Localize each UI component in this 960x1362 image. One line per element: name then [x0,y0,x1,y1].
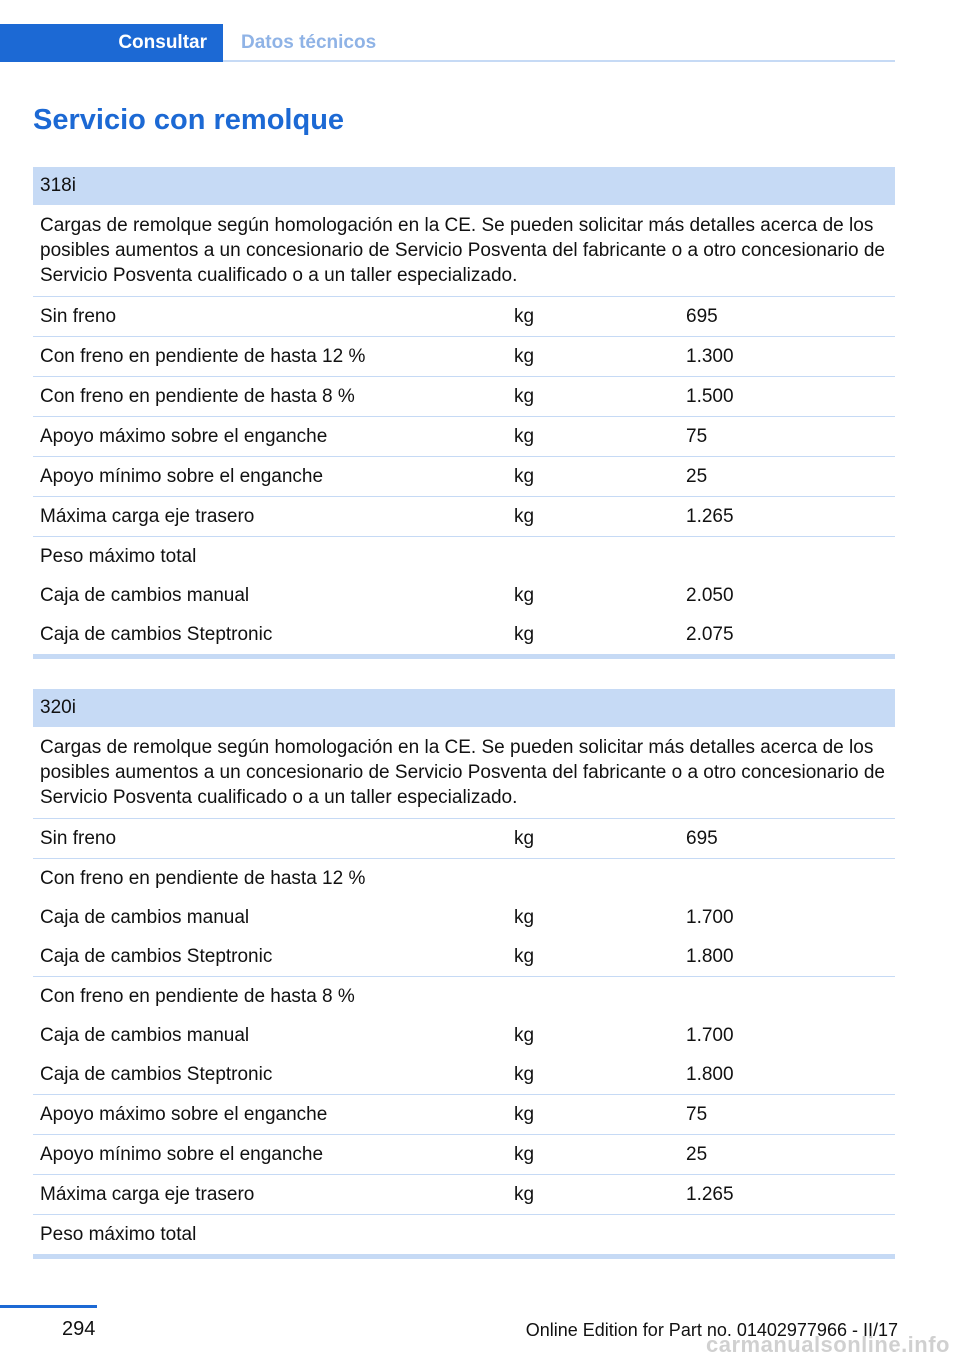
row-label: Caja de cambios Steptronic [40,1064,273,1085]
table-row [33,615,895,654]
footer-accent-rule [0,1305,97,1308]
row-unit: kg [514,1184,535,1205]
table-model-heading: 318i [33,167,895,205]
row-value: 2.075 [686,624,734,645]
table-row [33,417,895,457]
row-label: Peso máximo total [40,546,197,567]
row-label: Caja de cambios manual [40,585,250,606]
row-value: 1.700 [686,907,734,928]
table-row [33,1095,895,1135]
table-row [33,1175,895,1215]
row-unit: kg [514,828,535,849]
row-unit: kg [514,946,535,967]
spec-table-318i [33,167,895,659]
row-label: Apoyo mínimo sobre el enganche [40,1144,324,1165]
row-value: 695 [686,306,718,327]
table-row [33,497,895,537]
row-value: 75 [686,1104,708,1125]
row-value: 1.700 [686,1025,734,1046]
tab-datos-tecnicos[interactable]: Datos técnicos [241,32,377,53]
row-label: Máxima carga eje trasero [40,1184,255,1205]
row-unit: kg [514,426,535,447]
row-label: Caja de cambios manual [40,1025,250,1046]
row-label: Caja de cambios Steptronic [40,946,273,967]
watermark: carmanualsonline.info [706,1332,950,1357]
header-divider [223,60,895,62]
row-unit: kg [514,585,535,606]
table-row [33,1055,895,1095]
row-value: 25 [686,466,708,487]
row-unit: kg [514,1144,535,1165]
table-row [33,1016,895,1055]
row-value: 1.800 [686,946,734,967]
row-label: Apoyo máximo sobre el enganche [40,426,328,447]
footer-edition-text: Online Edition for Part no. 01402977966 - II/17 [525,1320,898,1340]
row-value: 25 [686,1144,708,1165]
row-unit: kg [514,1025,535,1046]
page-number: 294 [62,1318,96,1340]
row-label: Con freno en pendiente de hasta 8 % [40,986,355,1007]
table-row-group-heading [33,1215,895,1254]
row-unit: kg [514,624,535,645]
row-value: 2.050 [686,585,734,606]
row-value: 1.265 [686,1184,734,1205]
table-row [33,819,895,859]
row-label: Sin freno [40,306,117,327]
row-unit: kg [514,466,535,487]
tab-consultar[interactable]: Consultar [0,24,223,62]
row-unit: kg [514,907,535,928]
table-bottom-rule [33,1254,895,1259]
row-label: Sin freno [40,828,117,849]
table-row [33,337,895,377]
table-model-heading: 320i [33,689,895,727]
spec-table-320i [33,689,895,1259]
row-label: Con freno en pendiente de hasta 8 % [40,386,355,407]
row-label: Máxima carga eje trasero [40,506,255,527]
row-value: 1.500 [686,386,734,407]
row-value: 1.300 [686,346,734,367]
table-row [33,937,895,977]
row-unit: kg [514,306,535,327]
page-header [0,24,895,62]
row-value: 1.265 [686,506,734,527]
table-row [33,1135,895,1175]
row-unit: kg [514,1064,535,1085]
row-value: 1.800 [686,1064,734,1085]
table-description: Cargas de remolque según homologación en la CE. Se pueden solicitar más detalles acerca de los posibles aumentos a un concesionario de Servicio Posventa del fabricante o a otro concesionario de Servicio Posventa cualificado o a un taller especializado. [33,727,895,819]
table-row [33,457,895,497]
table-description: Cargas de remolque según homologación en la CE. Se pueden solicitar más detalles acerca de los posibles aumentos a un concesionario de Servicio Posventa del fabricante o a otro concesionario de Servicio Posventa cualificado o a un taller especializado. [33,205,895,297]
page-title: Servicio con remolque [33,104,345,136]
row-unit: kg [514,1104,535,1125]
table-row-group-heading [33,977,895,1016]
table-row [33,576,895,615]
row-label: Con freno en pendiente de hasta 12 % [40,346,366,367]
row-unit: kg [514,506,535,527]
table-row-group-heading [33,537,895,576]
row-label: Con freno en pendiente de hasta 12 % [40,868,366,889]
row-label: Peso máximo total [40,1224,197,1245]
row-label: Caja de cambios manual [40,907,250,928]
table-bottom-rule [33,654,895,659]
table-row-group-heading [33,859,895,898]
row-value: 695 [686,828,718,849]
row-unit: kg [514,386,535,407]
row-label: Apoyo mínimo sobre el enganche [40,466,324,487]
table-row [33,898,895,937]
row-value: 75 [686,426,708,447]
row-unit: kg [514,346,535,367]
table-row [33,377,895,417]
table-row [33,297,895,337]
row-label: Apoyo máximo sobre el enganche [40,1104,328,1125]
row-label: Caja de cambios Steptronic [40,624,273,645]
